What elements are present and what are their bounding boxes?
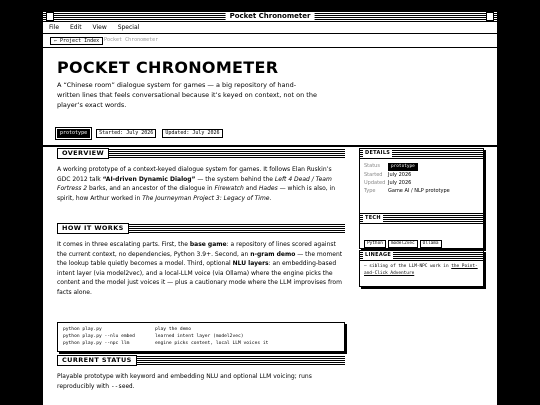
overview-text: A working prototype of a context-keyed dialogue system for games. It follows Elan Ruskin’s GDC 2012 talk “AI-driven Dynamic Dialog” — the system behind the Left 4 Dead / Team Fortress 2 barks, and an ancestor of the dialogue in Firewatch and Hades — which is also, in spirit, how Arthur worked in The Journeyman Project 3: Legacy of Time. <box>57 166 336 202</box>
divider <box>43 145 497 147</box>
code-row: python play.py --nlu embed learned intent layer (model2vec) <box>63 334 244 339</box>
project-index-link[interactable]: ← Project Index <box>50 37 103 45</box>
how-header <box>57 223 345 234</box>
menu-view[interactable]: View <box>92 24 107 31</box>
started-badge: Started: July 2026 <box>96 129 156 138</box>
menu-edit[interactable]: Edit <box>69 24 82 31</box>
menu-file[interactable]: File <box>49 24 60 31</box>
how-heading: HOW IT WORKS <box>57 223 129 234</box>
title-bar[interactable] <box>43 12 497 22</box>
status-tag: prototype <box>388 163 418 171</box>
menu-bar <box>43 22 497 34</box>
lineage-heading: LINEAGE <box>365 252 392 258</box>
overview-heading: OVERVIEW <box>57 148 109 159</box>
code-block <box>57 322 345 352</box>
app-window <box>43 12 497 405</box>
details-heading: DETAILS <box>365 150 391 156</box>
breadcrumb <box>43 34 497 48</box>
breadcrumb-current: Pocket Chronometer <box>104 37 159 43</box>
status-header <box>57 355 345 366</box>
tech-tag: Python <box>364 240 386 248</box>
detail-row: Status prototype <box>360 162 483 171</box>
status-heading: CURRENT STATUS <box>57 355 137 366</box>
how-text: It comes in three escalating parts. First, the base game: a repository of lines scored against the current context, no dependencies, Python 3.9+. Second, an n-gram demo — the moment the lookup table quietly becomes a model. Third, optional NLU layers: an embedding-based intent layer (via model2vec), and a local-LLM voice (via Ollama) where the engine picks the content and the model just voices it — plus a cautionary mode where the LLM improvises from facts alone. <box>57 241 343 296</box>
lineage-text: — sibling of the LLM-NPC work in the Point-and-Click Adventure <box>364 264 478 276</box>
tech-tag: model2vec <box>388 240 418 248</box>
updated-badge: Updated: July 2026 <box>162 129 222 138</box>
badge-row <box>57 129 226 138</box>
tech-panel <box>359 213 484 249</box>
menu-special[interactable]: Special <box>117 24 140 31</box>
code-row: python play.py play the demo <box>63 327 191 332</box>
lineage-panel <box>359 250 484 287</box>
detail-row: Started July 2026 <box>364 172 412 178</box>
details-panel <box>359 148 484 214</box>
tech-tag: Ollama <box>420 240 442 248</box>
hero <box>57 58 487 110</box>
page-title: POCKET CHRONOMETER <box>57 58 279 77</box>
window-title: Pocket Chronometer <box>226 12 315 21</box>
status-badge: prototype <box>57 129 90 138</box>
tech-heading: TECH <box>365 215 381 221</box>
zoom-box-icon[interactable] <box>486 12 494 21</box>
detail-row: Updated July 2026 <box>364 180 412 186</box>
page-lede: A “Chinese room” dialogue system for games — a big repository of hand-written lines that feels conversational because it’s keyed on context, not on the player’s exact words. <box>57 81 317 109</box>
code-row: python play.py --npc llm engine picks content, local LLM voices it <box>63 341 269 346</box>
detail-row: Type Game AI / NLP prototype <box>364 188 450 194</box>
close-box-icon[interactable] <box>46 12 54 21</box>
status-text: Playable prototype with keyword and embedding NLU and optional LLM voicing; runs reproducibly with --seed. <box>57 373 312 390</box>
overview-header <box>57 148 345 159</box>
lineage-link[interactable]: the Point-and-Click Adventure <box>364 264 478 276</box>
